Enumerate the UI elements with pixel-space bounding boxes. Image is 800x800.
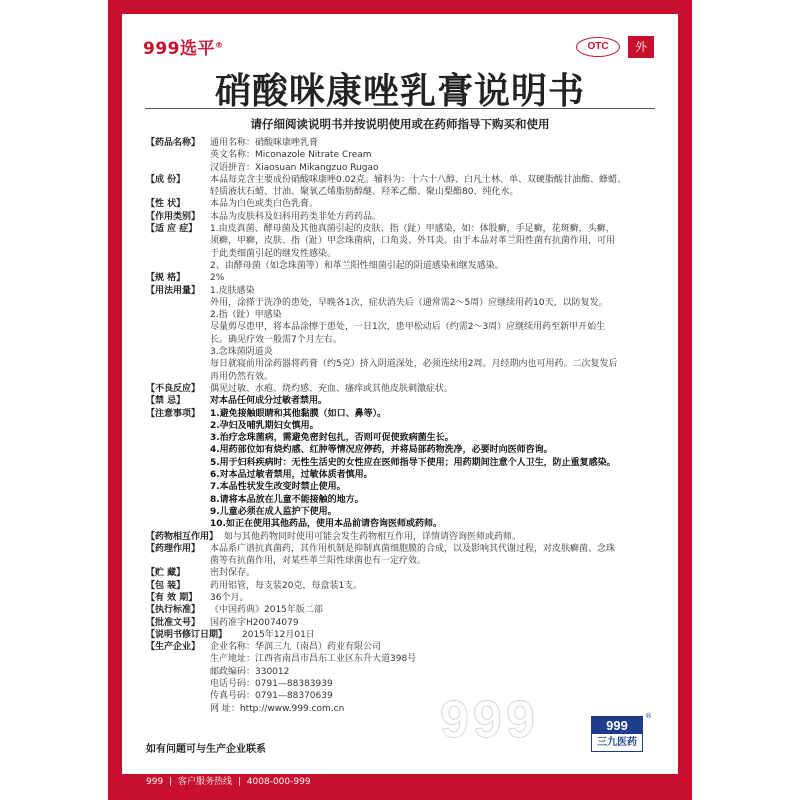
section-line: 3.治疗念珠菌病，需避免密封包扎，否则可促使致病菌生长。 (210, 433, 454, 444)
section-line: 如与其他药物同时使用可能会发生药物相互作用，详情请咨询医师或药师。 (224, 531, 522, 542)
top-red-band (122, 0, 678, 14)
section-text (210, 211, 664, 223)
section-label: 【成 份】 (146, 174, 186, 185)
section-appearance (146, 198, 664, 210)
section-line: 通用名称：硝酸咪康唑乳膏 (210, 138, 319, 148)
section-text (224, 531, 664, 543)
section-text (210, 395, 664, 407)
section-label: 【药理作用】 (146, 543, 201, 554)
section-line: 本品为皮肤科及妇科用药类非处方药药品。 (210, 211, 382, 222)
section-label: 【注意事项】 (146, 408, 201, 419)
section-interactions (146, 531, 664, 543)
section-label: 【适 应 症】 (146, 224, 198, 235)
section-drug-name (146, 137, 664, 174)
contact-note: 如有问题可与生产企业联系 (146, 744, 266, 755)
section-line: 于此类细菌引起的继发性感染。 (210, 248, 337, 259)
section-label: 【性 状】 (146, 199, 186, 210)
title-divider (145, 108, 655, 109)
section-text (210, 272, 664, 284)
bar-service-label: 客户服务热线 (177, 777, 232, 787)
bar-brand: 999 (146, 777, 164, 787)
usage-notice: 请仔细阅读说明书并按说明使用或在药师指导下购买和使用 (250, 117, 550, 131)
section-line: 2015年12月01日 (242, 629, 315, 640)
section-line: 英文名称：Miconazole Nitrate Cream (210, 150, 372, 161)
section-label: 【包 装】 (146, 580, 186, 591)
section-line: 9.儿童必须在成人监护下使用。 (210, 506, 337, 517)
section-contraindications (146, 395, 664, 407)
otc-badge: OTC (576, 37, 620, 57)
section-label: 【禁 忌】 (146, 396, 186, 407)
logo-company-name: 三九医药 (597, 737, 637, 748)
section-validity (146, 592, 664, 604)
section-line: 6.对本品过敏者禁用，过敏体质者慎用。 (210, 470, 373, 481)
section-line: 对本品任何成分过敏者禁用。 (210, 396, 328, 407)
section-line: 菌等有抗菌作用，对某些革兰阳性球菌也有一定疗效。 (210, 556, 427, 567)
section-indications (146, 223, 664, 272)
section-line: 偶见过敏、水疱、烧灼感、充血、瘙痒或其他皮肤刺激症状。 (210, 383, 454, 394)
sanjiu-logo (591, 716, 643, 752)
section-line: 1.由皮真菌、酵母菌及其他真菌引起的皮肤、指（趾）甲感染，如：体股癣，手足癣，花斑癣，头癣， (210, 224, 615, 235)
brand-name: 999选平 (143, 39, 215, 59)
section-line: 生产地址：江西省南昌市昌东工业区东升大道398号 (210, 654, 417, 665)
leaflet-content (146, 137, 664, 715)
section-line: 邮政编码：330012 (210, 666, 290, 677)
section-label: 【有 效 期】 (146, 592, 198, 603)
section-line: 3.念珠菌阴道炎 (210, 347, 273, 358)
external-use-badge: 外 (628, 36, 654, 58)
section-line: 药用铝管，每支装20克，每盒装1支。 (210, 580, 363, 591)
section-line: 2% (210, 273, 225, 284)
section-text (210, 592, 664, 604)
section-storage (146, 567, 664, 579)
section-text (210, 604, 664, 616)
section-line: 4.用药部位如有烧灼感、红肿等情况应停药，并将局部药物洗净，必要时向医师咨询。 (210, 445, 553, 456)
logo-999: 999 (592, 717, 642, 734)
section-label: 【批准文号】 (146, 617, 201, 628)
section-package (146, 580, 664, 592)
service-hotline-bar (108, 774, 692, 800)
section-label: 【用法用量】 (146, 285, 201, 296)
section-text (210, 383, 664, 395)
section-line: 2、由酵母菌（如念珠菌等）和革兰阳性细菌引起的阴道感染和继发感染。 (210, 260, 504, 271)
section-line: 7.本品性状发生改变时禁止使用。 (210, 482, 346, 493)
section-line: 本品系广谱抗真菌药，其作用机制是抑制真菌细胞膜的合成，以及影响其代谢过程，对皮肤癣菌、念珠 (210, 543, 616, 554)
brand-registered-mark: ® (215, 40, 224, 50)
section-pharmacology (146, 543, 664, 568)
section-line: 企业名称：华润三九（南昌）药业有限公司 (210, 642, 382, 653)
section-label: 【规 格】 (146, 273, 186, 284)
section-text (210, 408, 664, 531)
brand-logo (143, 34, 224, 59)
section-label: 【不良反应】 (146, 383, 201, 394)
section-line: 每日就寝前用涂药器将药膏（约5克）挤入阴道深处，必须连续用2周。月经期内也可用药。二次复发后 (210, 359, 618, 370)
section-spec (146, 272, 664, 284)
section-line: 电话号码：0791—88383939 (210, 679, 333, 690)
section-label: 【贮 藏】 (146, 568, 186, 579)
section-label: 【药物相互作用】 (146, 531, 219, 542)
section-text (210, 198, 664, 210)
section-line: 轻质液状石蜡、甘油、聚氧乙烯脂肪醇醚、羟苯乙酯、聚山梨酯80、纯化水。 (210, 187, 519, 198)
section-revision (146, 629, 664, 641)
section-text (242, 629, 664, 641)
section-adverse (146, 383, 664, 395)
section-line: 8.请将本品放在儿童不能接触的地方。 (210, 494, 364, 505)
section-line: 2.指（趾）甲感染 (210, 310, 282, 321)
section-text (210, 580, 664, 592)
watermark-999: 999 (440, 691, 539, 749)
section-text (210, 543, 664, 568)
section-precautions (146, 408, 664, 531)
section-line: 1.避免接触眼睛和其他黏膜（如口、鼻等）。 (210, 408, 387, 419)
section-text (210, 285, 664, 383)
section-line: 再用仍然有效。 (210, 371, 274, 382)
section-manufacturer (146, 641, 664, 715)
section-line: 本品为白色或类白色乳膏。 (210, 199, 319, 210)
logo-registered-mark: ® (645, 712, 652, 720)
section-approval (146, 617, 664, 629)
section-line: 36个月。 (210, 592, 249, 603)
section-line: 汉语拼音：Xiaosuan Mikangzuo Rugao (210, 162, 379, 173)
section-category (146, 211, 664, 223)
section-text (210, 223, 664, 272)
section-usage (146, 285, 664, 383)
section-line: 传真号码：0791—88370639 (210, 691, 333, 702)
section-line: 本品每克含主要成份硝酸咪康唑0.02克。辅料为：十六十八醇、白凡士林、单、双硬脂酸甘油酯、蜂蜡、 (210, 174, 627, 185)
section-text (210, 617, 664, 629)
section-text (210, 641, 664, 715)
bar-separator: | (237, 777, 241, 787)
section-line: 尽量剪尽患甲，将本品涂擦于患处，一日1次，患甲松动后（约需2～3周）应继续用药至新甲开始生 (210, 322, 606, 333)
section-line: 密封保存。 (210, 568, 256, 579)
section-line: 10.如正在使用其他药品，使用本品前请咨询医师或药师。 (210, 519, 442, 530)
section-line: 须癣，甲癣，皮肤、指（趾）甲念珠菌病，口角炎、外耳炎。由于本品对革兰阳性菌有抗菌作用，可用 (210, 236, 616, 247)
section-text (210, 174, 664, 199)
section-label: 【说明书修订日期】 (146, 629, 228, 640)
section-line: 网 址：http://www.999.com.cn (210, 703, 345, 714)
page-title: 硝酸咪康唑乳膏说明书 (214, 71, 585, 112)
section-line: 外用，涂搽于洗净的患处，早晚各1次，症状消失后（通常需2～5周）应继续用药10天，以防复发。 (210, 297, 608, 308)
section-label: 【执行标准】 (146, 605, 201, 616)
section-label: 【作用类别】 (146, 211, 201, 222)
section-text (210, 137, 664, 174)
bar-phone: 4008-000-999 (246, 777, 311, 787)
section-standard (146, 604, 664, 616)
section-line: 5.用于妇科疾病时：无性生活史的女性应在医师指导下使用；用药期间注意个人卫生，防止重复感染。 (210, 457, 616, 468)
bar-separator: | (169, 777, 173, 787)
section-text (210, 567, 664, 579)
section-line: 长。确见疗效一般需7个月左右。 (210, 334, 342, 345)
section-line: 2.孕妇及哺乳期妇女慎用。 (210, 420, 319, 431)
section-label: 【药品名称】 (146, 138, 201, 148)
section-ingredients (146, 174, 664, 199)
section-line: 1.皮肤感染 (210, 285, 255, 296)
section-line: 《中国药典》2015年版二部 (210, 605, 323, 616)
section-line: 国药准字H20074079 (210, 617, 299, 628)
section-label: 【生产企业】 (146, 642, 201, 653)
